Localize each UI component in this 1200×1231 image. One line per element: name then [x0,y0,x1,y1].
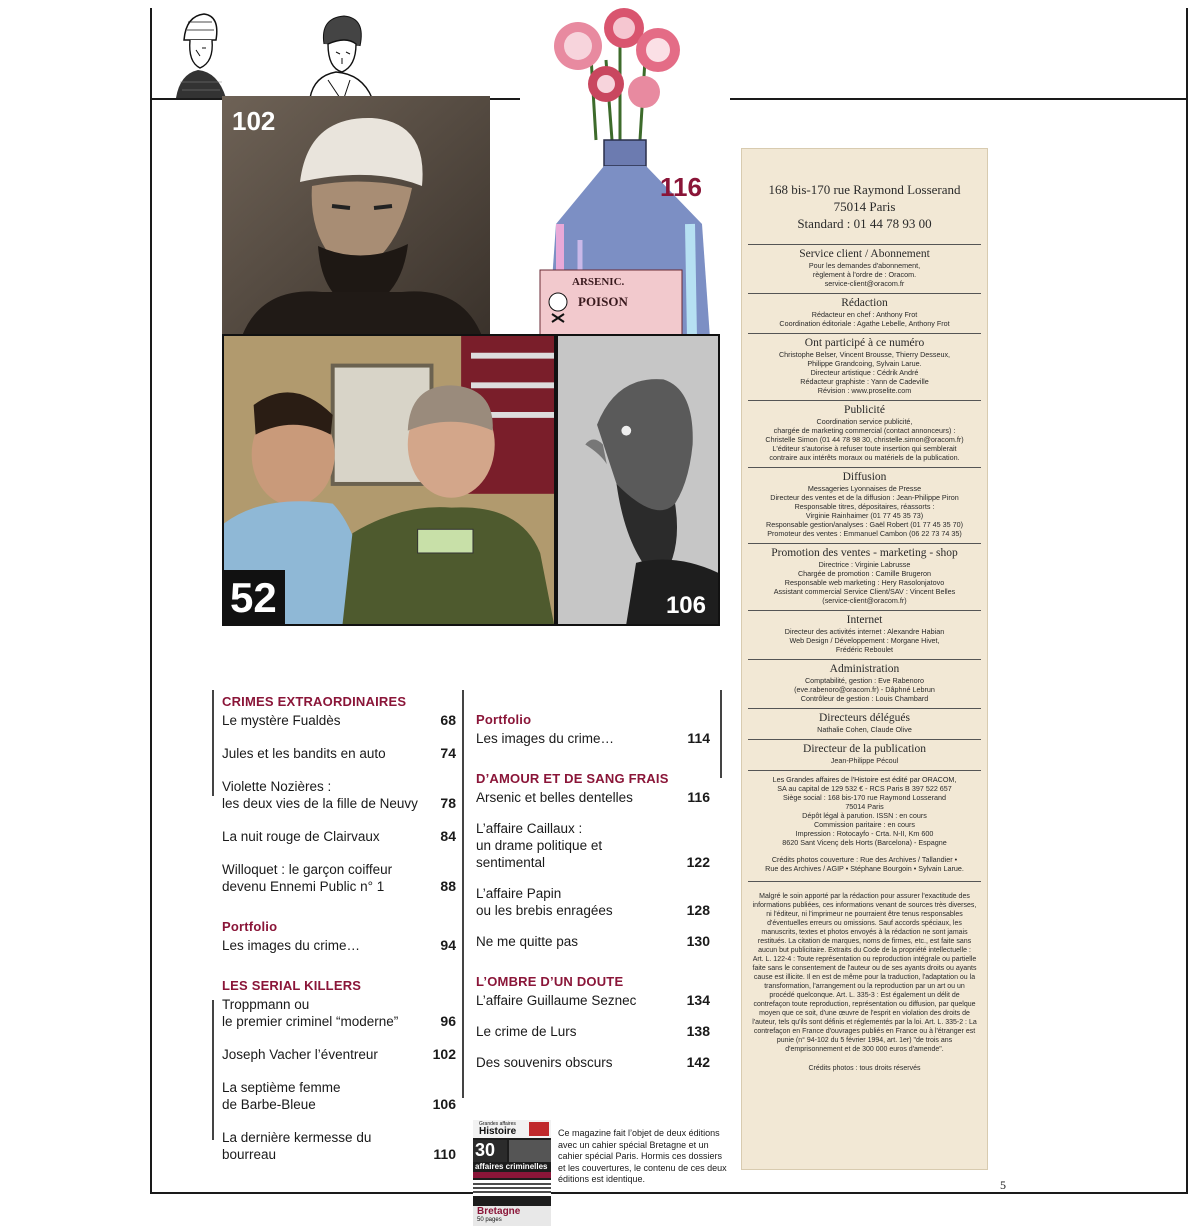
toc-entry-title [476,820,680,871]
toc-entry-title-line: L’affaire Guillaume Seznec [476,993,637,1008]
toc-entry-title-line: Les images du crime… [222,938,361,953]
legal-line: Rue des Archives / AGIP • Stéphane Bourgoin • Sylvain Larue. [765,864,964,873]
toc-entry-page: 102 [432,1046,456,1062]
edition-note: Ce magazine fait l’objet de deux éditions avec un cahier spécial Bretagne et un cahier spécial Paris. Hormis ces dossiers et les couvertures, le contenu de ces deux éditions est identique. [558,1128,727,1184]
toc-entry-title [476,730,620,747]
toc-entry[interactable] [476,1023,710,1040]
toc-entry-title-line: Joseph Vacher l’éventreur [222,1047,378,1062]
credit-heading: Service client / Abonnement [799,248,930,260]
toc-section [222,694,456,895]
credit-heading: Administration [829,663,900,675]
credit-line: Christelle Simon (01 44 78 98 30, christelle.simon@oracom.fr) [765,435,964,444]
toc-entry-title [222,828,386,845]
toc-entry-page: 142 [686,1054,710,1070]
credit-line: Coordination service publicité, [816,417,913,426]
credit-line: (eve.rabenoro@oracom.fr) - Dâphné Lebrun [794,685,935,694]
toc-entry-title [222,1129,426,1163]
toc-entry[interactable] [222,937,456,954]
address-line: 168 bis-170 rue Raymond Losserand [768,182,961,197]
toc-entry-title [222,937,366,954]
toc-entry-page: 122 [686,854,710,870]
credit-line: Promoteur des ventes : Emmanuel Cambon (06 22 73 74 35) [767,529,962,538]
toc-entry-title-line: Les images du crime… [476,731,615,746]
masthead-credits [741,148,988,1170]
credit-line: Rédacteur graphiste : Yann de Cadeville [800,377,929,386]
credit-line: Directeur artistique : Cédrik André [810,368,919,377]
toc-entry-title [222,778,424,812]
toc-entry[interactable] [222,996,456,1030]
engraving-portrait-left [170,10,230,98]
address-line: 75014 Paris [833,199,896,214]
toc-entry-title [222,1046,384,1063]
toc-rule-left-bottom [212,1000,214,1140]
cover-line: affaires criminelles [475,1162,548,1171]
toc-entry-page: 78 [440,795,456,811]
cover-brand-small: Grandes affaires [479,1121,516,1127]
legal-line: Impression : Rotocayfo - Crta. N-II, Km 600 [795,829,934,838]
credit-line: Jean-Philippe Pécoul [830,756,899,765]
legal-line: SA au capital de 129 532 € - RCS Paris B 397 522 657 [777,784,952,793]
toc-entry-page: 68 [440,712,456,728]
credit-block [742,401,987,467]
toc-entry-title-line: Des souvenirs obscurs [476,1055,613,1070]
toc-entry[interactable] [476,992,710,1009]
toc-rule-left-top [212,690,214,796]
cover-brand: Histoire [479,1126,517,1137]
toc-column-left [222,694,456,1163]
page-folio: 5 [1000,1178,1006,1192]
toc-section-title: LES SERIAL KILLERS [222,978,362,993]
toc-entry-title [476,1054,619,1071]
toc-section-title: D’AMOUR ET DE SANG FRAIS [476,771,669,786]
credit-line: L'éditeur s'autorise à refuser toute insertion qui semblerait [772,444,957,453]
toc-entry-page: 130 [686,933,710,949]
credit-line: service-client@oracom.fr [824,279,905,288]
legal-line [750,847,979,855]
toc-entry-title-line: L’affaire Caillaux : [476,821,583,836]
cover-number: 30 [475,1140,496,1160]
toc-entry-page: 134 [686,992,710,1008]
credit-line: Rédacteur en chef : Anthony Frot [811,310,918,319]
credit-heading: Directeurs délégués [818,712,910,724]
credit-line: Responsable gestion/analyses : Gaël Robert (01 77 45 35 70) [766,520,963,529]
toc-section-title: CRIMES EXTRAORDINAIRES [222,694,407,709]
toc-entry-page: 110 [433,1146,456,1162]
toc-entry[interactable] [222,745,456,762]
toc-entry[interactable] [222,828,456,845]
credit-heading: Rédaction [841,297,888,309]
toc-entry-title [222,1079,347,1113]
credit-line: Pour les demandes d'abonnement, [808,261,921,270]
toc-entry-page: 114 [687,730,710,746]
credit-block [742,294,987,333]
toc-entry-title-line: Le crime de Lurs [476,1024,577,1039]
cover-pages: 50 pages [477,1217,502,1223]
credit-line: Chargée de promotion : Camille Brugeron [797,569,932,578]
credit-line: Frédéric Reboulet [835,645,894,654]
toc-entry-title [222,712,347,729]
credit-line: Web Design / Développement : Morgane Hivet, [789,636,940,645]
credit-line: Christophe Belser, Vincent Brousse, Thierry Desseux, [778,350,951,359]
cover-thumbnail [473,1120,551,1226]
toc-entry-title-line: La septième femme [222,1080,341,1095]
legal-line: 75014 Paris [845,802,884,811]
toc-entry-title-line: les deux vies de la fille de Neuvy [222,796,418,811]
toc-rule-center [462,690,464,1098]
toc-entry-page: 106 [432,1096,456,1112]
credit-line: Contrôleur de gestion : Louis Chambard [800,694,929,703]
toc-entry-title-line: La dernière kermesse du bourreau [222,1130,372,1162]
toc-entry-page: 88 [440,878,456,894]
credit-block [742,245,987,293]
credit-line: Directeur des activités internet : Alexandre Habian [784,627,945,636]
credit-line: Coordination éditoriale : Agathe Lebelle, Anthony Frot [779,319,950,328]
toc-entry-title [476,933,584,950]
toc-entry-title-line: Troppmann ou [222,997,310,1012]
credit-line: Comptabilité, gestion : Eve Rabenoro [804,676,925,685]
credit-blocks [742,244,987,770]
credit-heading: Publicité [844,404,885,416]
toc-entry[interactable] [476,1054,710,1071]
legal-line: Siège social : 168 bis-170 rue Raymond Losserand [782,793,946,802]
credit-heading: Directeur de la publication [803,743,926,755]
toc-section [476,712,710,747]
toc-entry[interactable] [222,1046,456,1063]
toc-entry-title [476,992,642,1009]
credit-line: chargée de marketing commercial (contact annonceurs) : [773,426,956,435]
toc-entry[interactable] [476,730,710,747]
credit-block [742,660,987,708]
engraving-portrait-right [306,10,376,98]
credit-line: Révision : www.proselite.com [817,386,912,395]
toc-section-title: Portfolio [222,919,278,934]
toc-entry-title-line: Arsenic et belles dentelles [476,790,633,805]
toc-entry[interactable] [476,933,710,950]
toc-entry[interactable] [476,885,710,919]
credit-block [742,740,987,770]
toc-section [222,978,456,1163]
toc-entry-title-line: devenu Ennemi Public n° 1 [222,879,385,894]
page-number-52: 52 [224,570,285,624]
credit-heading: Diffusion [842,471,887,483]
credit-line: Virginie Rainhaimer (01 77 45 35 73) [805,511,924,520]
toc-entry-title-line: Jules et les bandits en auto [222,746,386,761]
toc-entry[interactable] [222,1079,456,1113]
toc-entry-title-line: le premier criminel “moderne” [222,1014,399,1029]
toc-entry-title-line: un drame politique et sentimental [476,838,603,870]
toc-entry-page: 94 [440,937,456,953]
credit-heading: Promotion des ventes - marketing - shop [771,547,958,559]
toc-entry-title [222,861,398,895]
toc-entry-title [476,789,639,806]
legal-disclaimer: Malgré le soin apporté par la rédaction pour assurer l'exactitude des informations publiées, ces informations venant de sources très diverses, ni l'éditeur, ni l'imprimeur ne pourraient être tenus responsables d'éventuelles erreurs ou omissions. Sauf accords spéciaux, les manuscrits, textes et photos envoyés à la rédaction ne sont jamais restitués. La citation de marques, noms de firmes, etc., est faite sans aucun but publicitaire. Extraits du Code de la propriété intellectuelle : Art. L. 122-4 : Toute représentation ou reproduction intégrale ou partielle faite sans le consentement de l'auteur ou de ses ayants droits ou ayants cause est illicite. Il en est de même pour la traduction, l'adaptation ou la transformation, l'arrangement ou la reproduction par un art ou un procédé quelconque. Art. L. 335-3 : Est également un délit de contrefaçon toute reproduction, représentation ou diffusion, par quelque moyen que ce soit, d'une œuvre de l'esprit en violation des droits de l'auteur, tels qu'ils sont définis et réglementés par la loi. Art. L. 335-2 : La contrefaçon en France d'ouvrages publiés en France ou à l'étranger est punie (n° 94-102 du 5 février 1994, art. 1er) "de trois ans d'emprisonnement et de 300 000 euros d'amende". [752,893,977,1053]
bottle-label-poison: POISON [578,294,628,309]
legal-line: 8620 Sant Vicenç dels Horts (Barcelona) - Espagne [782,838,947,847]
toc-section [222,919,456,954]
toc-entry[interactable] [476,789,710,806]
credit-heading: Ont participé à ce numéro [804,337,925,349]
credit-line: règlement à l'ordre de : Oracom. [812,270,917,279]
page-number-106: 106 [665,592,706,619]
credit-heading: Internet [846,614,883,626]
credit-block [742,544,987,610]
toc-entry-title-line: de Barbe-Bleue [222,1097,316,1112]
toc-entry-page: 74 [440,745,456,761]
toc-entry-title-line: Ne me quitte pas [476,934,579,949]
toc-entry-title-line: Willoquet : le garçon coiffeur [222,862,393,877]
toc-entry-title-line: Violette Nozières : [222,779,332,794]
photo-two-men-meeting [222,334,556,626]
legal-notice [742,771,987,877]
address-phone: Standard : 01 44 78 93 00 [797,216,932,231]
legal-line: Commission paritaire : en cours [813,820,916,829]
toc-entry[interactable] [222,1129,456,1163]
toc-section [476,771,710,950]
toc-entry-page: 96 [440,1013,456,1029]
credit-line: Responsable web marketing : Hery Rasolonjatovo [784,578,945,587]
toc-section-title: Portfolio [476,712,532,727]
toc-entry-page: 84 [440,828,456,844]
toc-entry-page: 116 [687,789,710,805]
toc-entry-title-line: Le mystère Fualdès [222,713,341,728]
legal-line: Dépôt légal à parution. ISSN : en cours [802,811,927,820]
credit-line: Assistant commercial Service Client/SAV : Vincent Belles [773,587,956,596]
credit-block [742,709,987,739]
legal-line: Les Grandes affaires de l'Histoire est édité par ORACOM, [772,775,957,784]
publisher-address [742,149,987,232]
page-number-102: 102 [232,106,276,136]
toc-section-title: L’OMBRE D’UN DOUTE [476,974,624,989]
toc-entry-title [222,996,404,1030]
toc-column-right [476,712,710,1071]
credit-block [742,611,987,659]
toc-entry[interactable] [222,712,456,729]
credit-line: Responsable titres, dépositaires, réassorts : [794,502,935,511]
toc-entry-title-line: La nuit rouge de Clairvaux [222,829,380,844]
credit-line: Messageries Lyonnaises de Presse [807,484,922,493]
credit-block [742,334,987,400]
toc-entry[interactable] [222,861,456,895]
credit-line: Nathalie Cohen, Claude Olive [817,725,912,734]
toc-entry-title [476,885,619,919]
page-number-116: 116 [660,172,702,202]
legal-line: Crédits photos couverture : Rue des Archives / Tallandier • [771,855,958,864]
credit-line: Directrice : Virginie Labrusse [818,560,911,569]
toc-entry[interactable] [476,820,710,871]
photo-portrait-bearded-man [222,96,490,336]
cover-special: Bretagne [477,1206,521,1217]
credit-block [742,468,987,543]
toc-entry-title-line: ou les brebis enragées [476,903,613,918]
photo-credits: Crédits photos : tous droits réservés [808,1065,921,1072]
credit-line: Directeur des ventes et de la diffusion : Jean-Philippe Piron [770,493,959,502]
bottle-label-arsenic: ARSENIC. [572,276,625,288]
toc-entry-title-line: L’affaire Papin [476,886,562,901]
toc-entry-title [222,745,392,762]
toc-entry-title [476,1023,583,1040]
credit-line: (service-client@oracom.fr) [822,596,907,605]
toc-rule-right [720,690,722,778]
toc-section [476,974,710,1071]
credit-line: Philippe Grandcoing, Sylvain Larue. [807,359,922,368]
credit-line: contraire aux intérêts moraux ou matériels de la publication. [769,453,960,462]
toc-entry-page: 128 [686,902,710,918]
toc-entry[interactable] [222,778,456,812]
photo-profile-old-man [556,334,720,626]
toc-entry-page: 138 [686,1023,710,1039]
